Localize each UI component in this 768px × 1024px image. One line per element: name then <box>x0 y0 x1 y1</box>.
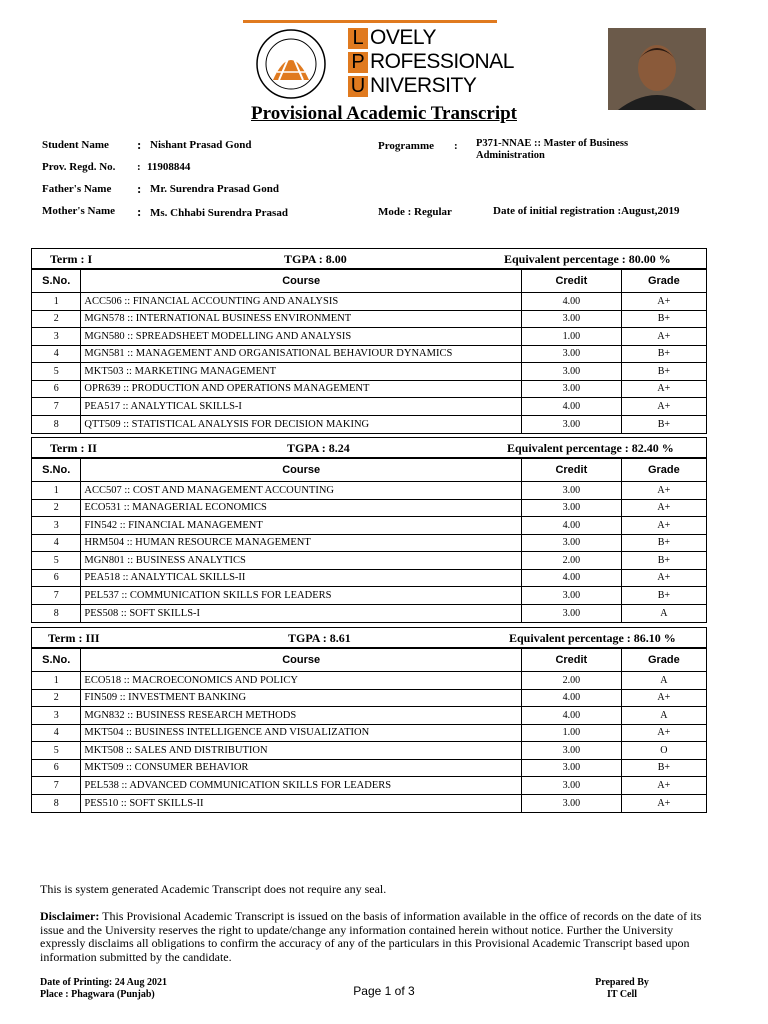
printing-place: Place : Phagwara (Punjab) <box>40 989 155 1000</box>
table-row <box>32 534 706 552</box>
term-3-courses <box>32 648 706 812</box>
credit: 3.00 <box>521 534 621 552</box>
table-row <box>32 293 706 311</box>
credit: 3.00 <box>521 587 621 605</box>
grade: B+ <box>621 363 706 381</box>
tgpa: TGPA : 8.61 <box>288 631 351 645</box>
grade: O <box>621 742 706 760</box>
credit: 3.00 <box>521 759 621 777</box>
table-row <box>32 777 706 795</box>
course: PES510 :: SOFT SKILLS-II <box>81 794 522 812</box>
course-header: Course <box>81 649 522 672</box>
table-row <box>32 310 706 328</box>
term-2-table <box>31 437 707 623</box>
sno: 7 <box>32 398 81 416</box>
university-name-logo <box>348 26 514 98</box>
term-3-header <box>32 628 706 648</box>
term-1-courses <box>32 269 706 433</box>
course: ACC506 :: FINANCIAL ACCOUNTING AND ANALYSIS <box>81 293 522 311</box>
student-name: Nishant Prasad Gond <box>150 139 252 151</box>
grade: A <box>621 604 706 622</box>
table-row <box>32 742 706 760</box>
course: PES508 :: SOFT SKILLS-I <box>81 604 522 622</box>
course: MGN801 :: BUSINESS ANALYTICS <box>81 552 522 570</box>
grade: A+ <box>621 689 706 707</box>
table-row <box>32 415 706 433</box>
grade: B+ <box>621 345 706 363</box>
logo-word: NIVERSITY <box>370 74 477 97</box>
term-3-table <box>31 627 707 813</box>
term-label: Term : I <box>50 252 93 266</box>
table-row <box>32 689 706 707</box>
grade: A <box>621 707 706 725</box>
table-row <box>32 345 706 363</box>
credit: 3.00 <box>521 604 621 622</box>
student-photo <box>608 28 706 110</box>
regd-label: Prov. Regd. No. <box>42 161 116 173</box>
programme-value: P371-NNAE :: Master of Business Administration <box>476 138 629 161</box>
credit: 2.00 <box>521 552 621 570</box>
credit: 3.00 <box>521 794 621 812</box>
credit: 1.00 <box>521 724 621 742</box>
grade: B+ <box>621 415 706 433</box>
regd-number: 11908844 <box>147 161 191 173</box>
sno: 6 <box>32 380 81 398</box>
table-row <box>32 724 706 742</box>
course-header: Course <box>81 459 522 482</box>
disclaimer <box>40 910 705 964</box>
sno: 2 <box>32 310 81 328</box>
credit: 2.00 <box>521 672 621 690</box>
term-label: Term : III <box>48 631 100 645</box>
credit: 3.00 <box>521 482 621 500</box>
credit: 4.00 <box>521 707 621 725</box>
sno: 1 <box>32 293 81 311</box>
table-row <box>32 604 706 622</box>
credit: 4.00 <box>521 569 621 587</box>
sno: 8 <box>32 604 81 622</box>
grade-header: Grade <box>621 270 706 293</box>
course: OPR639 :: PRODUCTION AND OPERATIONS MANAGEMENT <box>81 380 522 398</box>
course: MKT504 :: BUSINESS INTELLIGENCE AND VISUALIZATION <box>81 724 522 742</box>
colon: : <box>454 140 458 152</box>
course: MGN581 :: MANAGEMENT AND ORGANISATIONAL BEHAVIOUR DYNAMICS <box>81 345 522 363</box>
mother-name: Ms. Chhabi Surendra Prasad <box>150 207 288 219</box>
sno: 6 <box>32 569 81 587</box>
credit: 3.00 <box>521 415 621 433</box>
course: FIN542 :: FINANCIAL MANAGEMENT <box>81 517 522 535</box>
sno: 5 <box>32 742 81 760</box>
sno: 6 <box>32 759 81 777</box>
programme-label: Programme <box>378 140 434 152</box>
course: PEL537 :: COMMUNICATION SKILLS FOR LEADERS <box>81 587 522 605</box>
grade: A+ <box>621 517 706 535</box>
table-row <box>32 759 706 777</box>
seal-note: This is system generated Academic Transcript does not require any seal. <box>40 882 387 896</box>
credit: 3.00 <box>521 310 621 328</box>
course: ACC507 :: COST AND MANAGEMENT ACCOUNTING <box>81 482 522 500</box>
sno: 2 <box>32 499 81 517</box>
grade: A+ <box>621 398 706 416</box>
course: MGN578 :: INTERNATIONAL BUSINESS ENVIRONMENT <box>81 310 522 328</box>
credit-header: Credit <box>521 649 621 672</box>
equivalent-percentage: Equivalent percentage : 80.00 % <box>504 252 671 266</box>
course: MKT509 :: CONSUMER BEHAVIOR <box>81 759 522 777</box>
sno: 3 <box>32 517 81 535</box>
grade-header: Grade <box>621 459 706 482</box>
sno: 7 <box>32 587 81 605</box>
sno: 1 <box>32 482 81 500</box>
table-row <box>32 499 706 517</box>
course-header: Course <box>81 270 522 293</box>
sno: 5 <box>32 552 81 570</box>
course: MKT508 :: SALES AND DISTRIBUTION <box>81 742 522 760</box>
it-cell: IT Cell <box>606 989 638 1000</box>
colon: : <box>137 161 141 173</box>
logo-word: ROFESSIONAL <box>370 50 514 73</box>
credit: 4.00 <box>521 293 621 311</box>
sno: 5 <box>32 363 81 381</box>
credit: 3.00 <box>521 742 621 760</box>
sno: 3 <box>32 328 81 346</box>
sno: 4 <box>32 534 81 552</box>
credit: 3.00 <box>521 499 621 517</box>
grade: A <box>621 672 706 690</box>
course: PEL538 :: ADVANCED COMMUNICATION SKILLS FOR LEADERS <box>81 777 522 795</box>
tgpa: TGPA : 8.00 <box>284 252 347 266</box>
grade: A+ <box>621 482 706 500</box>
equivalent-percentage: Equivalent percentage : 86.10 % <box>509 631 676 645</box>
logo-letter: L <box>348 28 368 49</box>
sno: 3 <box>32 707 81 725</box>
grade: B+ <box>621 310 706 328</box>
credit: 3.00 <box>521 777 621 795</box>
term-1-table <box>31 248 707 434</box>
credit: 3.00 <box>521 363 621 381</box>
grade: A+ <box>621 328 706 346</box>
table-row <box>32 569 706 587</box>
course: MGN832 :: BUSINESS RESEARCH METHODS <box>81 707 522 725</box>
course: ECO531 :: MANAGERIAL ECONOMICS <box>81 499 522 517</box>
sno: 7 <box>32 777 81 795</box>
grade: B+ <box>621 759 706 777</box>
table-row <box>32 587 706 605</box>
grade: A+ <box>621 380 706 398</box>
table-row <box>32 672 706 690</box>
mother-label: Mother's Name <box>42 205 116 217</box>
course: QTT509 :: STATISTICAL ANALYSIS FOR DECISION MAKING <box>81 415 522 433</box>
initial-registration: Date of initial registration :August,2019 <box>493 205 680 217</box>
logo-word: OVELY <box>370 26 436 49</box>
page-number: Page 1 of 3 <box>353 984 415 998</box>
colon: : <box>137 204 142 219</box>
credit: 4.00 <box>521 689 621 707</box>
course: MKT503 :: MARKETING MANAGEMENT <box>81 363 522 381</box>
course: PEA517 :: ANALYTICAL SKILLS-I <box>81 398 522 416</box>
credit: 3.00 <box>521 345 621 363</box>
table-row <box>32 363 706 381</box>
sno: 8 <box>32 794 81 812</box>
grade: A+ <box>621 293 706 311</box>
grade: B+ <box>621 552 706 570</box>
grade: A+ <box>621 794 706 812</box>
mode-label: Mode : Regular <box>378 206 452 218</box>
colon: : <box>137 181 142 196</box>
sno-header: S.No. <box>32 270 81 293</box>
credit: 4.00 <box>521 517 621 535</box>
term-2-courses <box>32 458 706 622</box>
credit: 1.00 <box>521 328 621 346</box>
credit: 3.00 <box>521 380 621 398</box>
table-row <box>32 398 706 416</box>
sno: 2 <box>32 689 81 707</box>
term-1-header <box>32 249 706 269</box>
sno: 4 <box>32 724 81 742</box>
credit: 4.00 <box>521 398 621 416</box>
course: MGN580 :: SPREADSHEET MODELLING AND ANALYSIS <box>81 328 522 346</box>
page-title: Provisional Academic Transcript <box>251 103 517 124</box>
table-row <box>32 794 706 812</box>
course: HRM504 :: HUMAN RESOURCE MANAGEMENT <box>81 534 522 552</box>
father-name: Mr. Surendra Prasad Gond <box>150 183 279 195</box>
student-photo-icon <box>608 28 706 110</box>
grade: A+ <box>621 724 706 742</box>
sno: 4 <box>32 345 81 363</box>
table-row <box>32 380 706 398</box>
table-row <box>32 328 706 346</box>
printing-date: Date of Printing: 24 Aug 2021 <box>40 977 167 988</box>
grade-header: Grade <box>621 649 706 672</box>
table-row <box>32 482 706 500</box>
course: FIN509 :: INVESTMENT BANKING <box>81 689 522 707</box>
equivalent-percentage: Equivalent percentage : 82.40 % <box>507 441 674 455</box>
grade: A+ <box>621 569 706 587</box>
grade: B+ <box>621 587 706 605</box>
term-label: Term : II <box>50 441 97 455</box>
disclaimer-label: Disclaimer: <box>40 909 100 923</box>
sno-header: S.No. <box>32 459 81 482</box>
tgpa: TGPA : 8.24 <box>287 441 350 455</box>
logo-letter: U <box>348 76 368 97</box>
prepared-by: Prepared By <box>595 977 649 988</box>
colon: : <box>137 137 142 152</box>
sno-header: S.No. <box>32 649 81 672</box>
sno: 8 <box>32 415 81 433</box>
term-2-header <box>32 438 706 458</box>
credit-header: Credit <box>521 270 621 293</box>
course: PEA518 :: ANALYTICAL SKILLS-II <box>81 569 522 587</box>
father-label: Father's Name <box>42 183 112 195</box>
table-row <box>32 707 706 725</box>
table-row <box>32 552 706 570</box>
grade: A+ <box>621 777 706 795</box>
credit-header: Credit <box>521 459 621 482</box>
grade: A+ <box>621 499 706 517</box>
logo-letter: P <box>348 52 368 73</box>
course: ECO518 :: MACROECONOMICS AND POLICY <box>81 672 522 690</box>
disclaimer-text: This Provisional Academic Transcript is issued on the basis of information available in the office of records on the date of its issue and the University reserves the right to update/change any information contained herein without notice. Further the University expressly disclaims all obligations to confirm the accuracy of any of the particulars in this Provisional Academic Transcript based upon information submitted by the candidate. <box>40 909 702 964</box>
table-row <box>32 517 706 535</box>
sno: 1 <box>32 672 81 690</box>
university-seal-icon <box>243 22 339 102</box>
student-name-label: Student Name <box>42 139 109 151</box>
grade: B+ <box>621 534 706 552</box>
